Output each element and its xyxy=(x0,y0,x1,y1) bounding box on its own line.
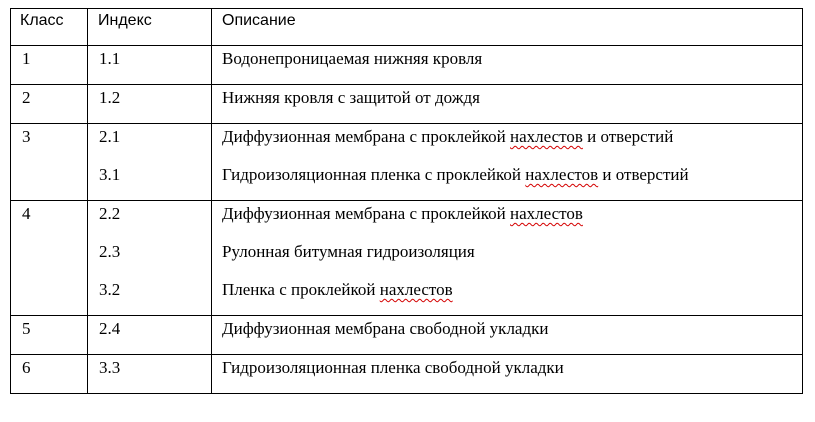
description-text: Пленка с проклейкой xyxy=(222,280,380,299)
class-value: 6 xyxy=(22,358,31,377)
index-cell xyxy=(88,85,212,124)
description-value: Водонепроницаемая нижняя кровля xyxy=(222,49,483,68)
class-cell xyxy=(11,355,88,394)
description-text: Диффузионная мембрана с проклейкой xyxy=(222,204,510,223)
class-cell xyxy=(11,201,88,316)
description-value xyxy=(222,204,802,242)
table-header-row xyxy=(11,9,803,46)
index-cell xyxy=(88,316,212,355)
description-value: Диффузионная мембрана свободной укладки xyxy=(222,319,549,338)
class-value: 3 xyxy=(22,127,31,146)
description-value xyxy=(222,127,802,165)
class-cell xyxy=(11,46,88,85)
description-text: и отверстий xyxy=(582,127,674,146)
description-text: Диффузионная мембрана с проклейкой xyxy=(222,127,510,146)
header-index: Индекс xyxy=(88,9,212,46)
spellcheck-marked-word: нахлестов xyxy=(510,204,583,223)
description-cell xyxy=(212,46,803,85)
table-row xyxy=(11,201,803,316)
description-cell xyxy=(212,85,803,124)
class-value: 2 xyxy=(22,88,31,107)
index-value: 2.4 xyxy=(99,319,121,338)
index-cell xyxy=(88,46,212,85)
header-class: Класс xyxy=(11,9,88,46)
table-row xyxy=(11,124,803,201)
class-value: 4 xyxy=(22,204,31,223)
class-cell xyxy=(11,85,88,124)
class-value: 5 xyxy=(22,319,31,338)
description-cell xyxy=(212,124,803,201)
index-value: 3.2 xyxy=(99,280,121,299)
spellcheck-marked-word: нахлестов xyxy=(525,165,599,184)
index-value: 3.1 xyxy=(99,165,121,184)
description-text: и отверстий xyxy=(598,165,689,184)
spellcheck-marked-word: нахлестов xyxy=(510,127,583,146)
description-cell xyxy=(212,355,803,394)
description-value: Рулонная битумная гидроизоляция xyxy=(222,242,475,261)
class-value: 1 xyxy=(22,49,31,68)
classification-table xyxy=(10,8,803,394)
description-cell xyxy=(212,201,803,316)
table-row xyxy=(11,46,803,85)
header-description: Описание xyxy=(212,9,803,46)
index-value: 2.3 xyxy=(99,242,121,261)
table-row xyxy=(11,355,803,394)
description-text: Гидроизоляционная пленка с проклейкой xyxy=(222,165,526,184)
description-value xyxy=(222,280,802,315)
table-row xyxy=(11,85,803,124)
index-value: 1.2 xyxy=(99,88,121,107)
index-cell xyxy=(88,355,212,394)
index-value: 3.3 xyxy=(99,358,121,377)
class-cell xyxy=(11,124,88,201)
description-value: Гидроизоляционная пленка свободной укладки xyxy=(222,358,564,377)
table-row xyxy=(11,316,803,355)
description-value: Нижняя кровля с защитой от дождя xyxy=(222,88,480,107)
description-cell xyxy=(212,316,803,355)
index-value: 1.1 xyxy=(99,49,121,68)
description-value xyxy=(222,165,802,200)
index-value: 2.1 xyxy=(99,127,121,146)
class-cell xyxy=(11,316,88,355)
index-cell xyxy=(88,124,212,201)
index-cell xyxy=(88,201,212,316)
spellcheck-marked-word: нахлестов xyxy=(379,280,453,299)
index-value: 2.2 xyxy=(99,204,121,223)
